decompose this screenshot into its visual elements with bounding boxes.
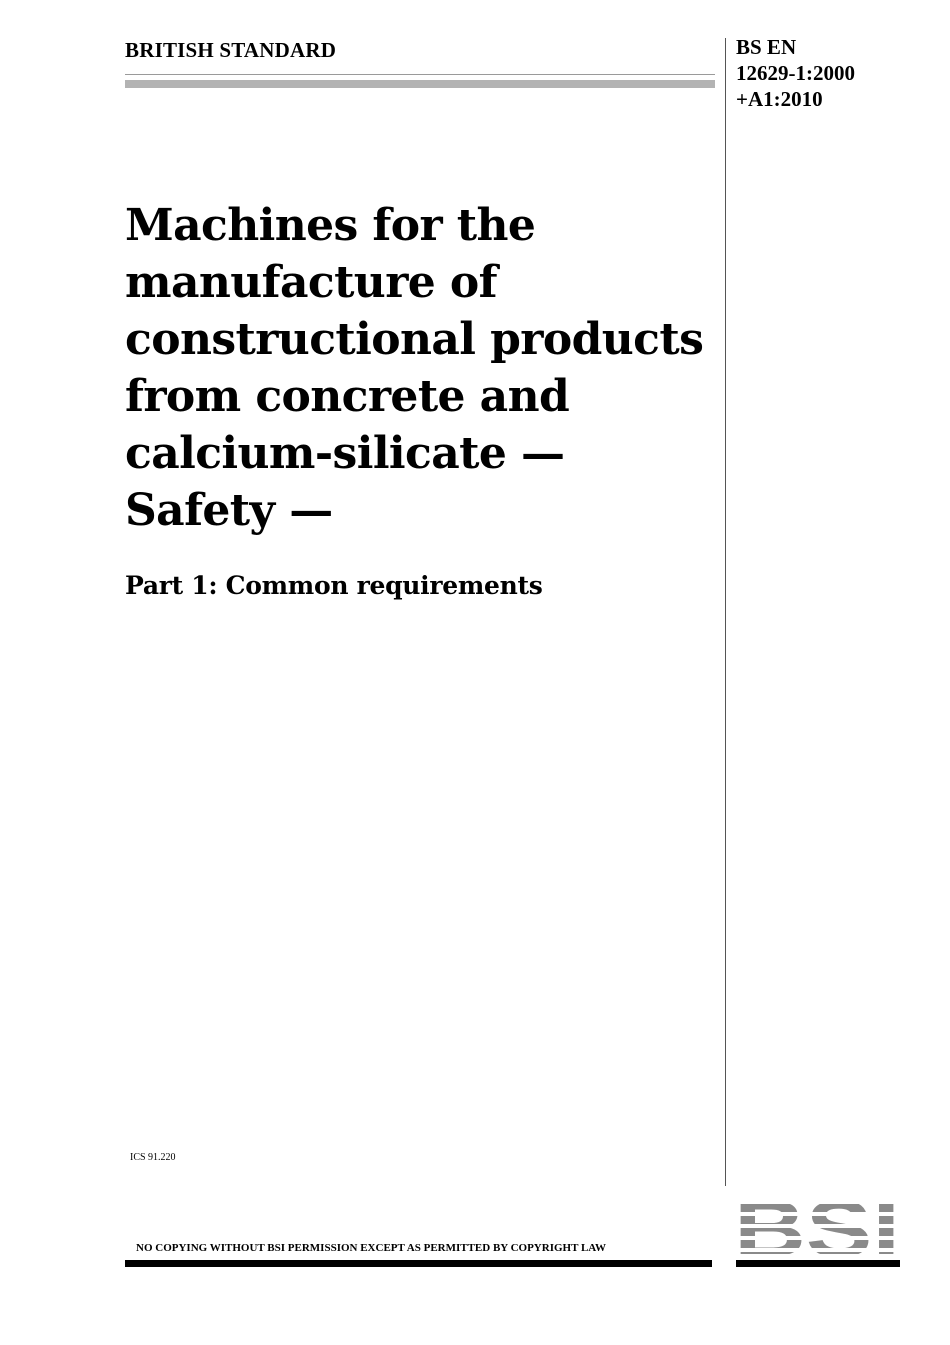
standard-number-line: BS EN	[736, 35, 797, 59]
standard-number-line: 12629-1:2000	[736, 61, 855, 85]
title-line: constructional products	[125, 314, 704, 365]
header-thin-rule	[125, 74, 715, 75]
vertical-divider	[725, 38, 726, 1186]
copyright-notice: NO COPYING WITHOUT BSI PERMISSION EXCEPT AS PERMITTED BY COPYRIGHT LAW	[136, 1242, 607, 1254]
header-thick-rule	[125, 80, 715, 88]
title-line: calcium-silicate —	[125, 428, 565, 479]
standard-number	[736, 34, 855, 112]
document-title	[125, 197, 715, 539]
title-line: manufacture of	[125, 257, 497, 308]
footer-rule	[125, 1260, 712, 1267]
title-line: Safety —	[125, 485, 333, 536]
bsi-logo	[736, 1192, 900, 1268]
document-subtitle: Part 1: Common requirements	[125, 571, 543, 600]
document-type-label: BRITISH STANDARD	[125, 38, 337, 62]
ics-code: ICS 91.220	[130, 1152, 176, 1163]
title-line: from concrete and	[125, 371, 570, 422]
title-line: Machines for the	[125, 200, 536, 251]
standard-number-line: +A1:2010	[736, 87, 823, 111]
